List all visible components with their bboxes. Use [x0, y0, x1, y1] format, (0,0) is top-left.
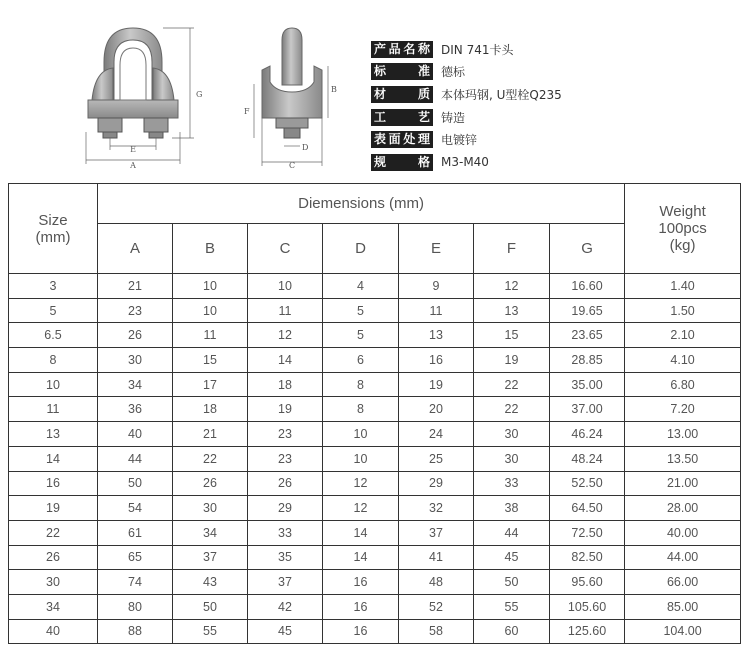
spec-label: 工 艺: [371, 109, 433, 126]
dimension-cell: 22: [474, 397, 550, 422]
dimension-cell: 12: [323, 496, 399, 521]
dimension-cell: 23.65: [550, 323, 625, 348]
weight-cell: 6.80: [625, 372, 741, 397]
dimension-cell: 22: [173, 446, 248, 471]
spec-value: 铸造: [441, 110, 466, 125]
dimension-cell: 19: [474, 348, 550, 373]
dimension-cell: 34: [173, 520, 248, 545]
dimensions-header: Diemensions (mm): [98, 184, 625, 224]
dimension-cell: 5: [323, 323, 399, 348]
table-row: [9, 397, 741, 422]
table-row: [9, 545, 741, 570]
weight-cell: 40.00: [625, 520, 741, 545]
dimension-cell: 15: [474, 323, 550, 348]
dimension-cell: 50: [98, 471, 173, 496]
table-row: [9, 594, 741, 619]
weight-cell: 44.00: [625, 545, 741, 570]
dimension-cell: 23: [248, 446, 323, 471]
size-cell: 19: [9, 496, 98, 521]
weight-header: Weight 100pcs (kg): [625, 184, 741, 274]
size-cell: 26: [9, 545, 98, 570]
dimension-cell: 44: [98, 446, 173, 471]
dimension-cell: 19.65: [550, 298, 625, 323]
dimension-cell: 18: [173, 397, 248, 422]
dimension-cell: 10: [323, 446, 399, 471]
spec-label: 表面处理: [371, 131, 433, 148]
spec-list: [371, 38, 671, 174]
side-view: [244, 28, 337, 170]
dimension-cell: 46.24: [550, 422, 625, 447]
size-cell: 13: [9, 422, 98, 447]
column-header-e: E: [399, 224, 474, 274]
weight-cell: 13.50: [625, 446, 741, 471]
dim-label-b: B: [331, 85, 337, 94]
column-header-c: C: [248, 224, 323, 274]
weight-cell: 66.00: [625, 570, 741, 595]
size-cell: 3: [9, 274, 98, 299]
dimension-cell: 21: [98, 274, 173, 299]
dimension-cell: 37: [173, 545, 248, 570]
dimension-cell: 9: [399, 274, 474, 299]
weight-cell: 21.00: [625, 471, 741, 496]
weight-cell: 7.20: [625, 397, 741, 422]
dimension-cell: 12: [323, 471, 399, 496]
dimension-cell: 33: [474, 471, 550, 496]
dim-label-f: F: [244, 107, 250, 116]
dimension-cell: 19: [248, 397, 323, 422]
dimension-cell: 45: [248, 619, 323, 644]
dimension-cell: 29: [399, 471, 474, 496]
dimension-cell: 16: [323, 570, 399, 595]
dimension-cell: 80: [98, 594, 173, 619]
dimension-cell: 45: [474, 545, 550, 570]
dimension-cell: 36: [98, 397, 173, 422]
column-header-f: F: [474, 224, 550, 274]
dimension-cell: 28.85: [550, 348, 625, 373]
spec-row-product-name: [371, 38, 671, 61]
dimension-cell: 6: [323, 348, 399, 373]
spec-value: M3-M40: [441, 155, 489, 170]
dimension-cell: 13: [474, 298, 550, 323]
dim-label-a: A: [130, 161, 136, 170]
dimension-table: [8, 183, 741, 644]
header-row-1: [9, 184, 741, 224]
dimension-cell: 58: [399, 619, 474, 644]
dimension-cell: 16: [323, 619, 399, 644]
table-row: [9, 348, 741, 373]
spec-row-standard: [371, 61, 671, 84]
size-cell: 14: [9, 446, 98, 471]
spec-label: 标 准: [371, 63, 433, 80]
dimension-cell: 12: [474, 274, 550, 299]
dim-label-g: G: [196, 90, 203, 99]
column-header-b: B: [173, 224, 248, 274]
size-cell: 5: [9, 298, 98, 323]
size-cell: 30: [9, 570, 98, 595]
spec-value: DIN 741卡头: [441, 42, 514, 57]
dimension-cell: 30: [173, 496, 248, 521]
dimension-cell: 23: [248, 422, 323, 447]
dimension-cell: 19: [399, 372, 474, 397]
weight-cell: 13.00: [625, 422, 741, 447]
dimension-cell: 14: [323, 545, 399, 570]
size-cell: 40: [9, 619, 98, 644]
table-row: [9, 372, 741, 397]
dimension-cell: 11: [399, 298, 474, 323]
size-cell: 8: [9, 348, 98, 373]
spec-value: 本体玛钢, U型栓Q235: [441, 87, 562, 102]
spec-row-specification: [371, 151, 671, 174]
dimension-cell: 35.00: [550, 372, 625, 397]
spec-label: 产品名称: [371, 41, 433, 58]
dimension-cell: 26: [173, 471, 248, 496]
dimension-cell: 32: [399, 496, 474, 521]
dimension-cell: 38: [474, 496, 550, 521]
dimension-cell: 55: [474, 594, 550, 619]
dimension-cell: 11: [248, 298, 323, 323]
dimension-cell: 50: [173, 594, 248, 619]
weight-cell: 1.50: [625, 298, 741, 323]
size-cell: 34: [9, 594, 98, 619]
dimension-cell: 50: [474, 570, 550, 595]
table-row: [9, 471, 741, 496]
dimension-cell: 30: [98, 348, 173, 373]
dimension-cell: 18: [248, 372, 323, 397]
size-cell: 22: [9, 520, 98, 545]
dimension-cell: 12: [248, 323, 323, 348]
size-cell: 10: [9, 372, 98, 397]
dimension-cell: 4: [323, 274, 399, 299]
dimension-cell: 15: [173, 348, 248, 373]
dimension-cell: 35: [248, 545, 323, 570]
size-header: Size (mm): [9, 184, 98, 274]
size-cell: 6.5: [9, 323, 98, 348]
dimension-cell: 16.60: [550, 274, 625, 299]
size-cell: 11: [9, 397, 98, 422]
weight-cell: 1.40: [625, 274, 741, 299]
dimension-cell: 10: [323, 422, 399, 447]
spec-value: 电镀锌: [441, 133, 478, 148]
dimension-cell: 64.50: [550, 496, 625, 521]
dimension-cell: 48.24: [550, 446, 625, 471]
dimension-cell: 34: [98, 372, 173, 397]
dim-label-c: C: [288, 161, 296, 170]
size-cell: 16: [9, 471, 98, 496]
dimension-cell: 25: [399, 446, 474, 471]
dimension-cell: 14: [248, 348, 323, 373]
table-row: [9, 446, 741, 471]
dimension-cell: 22: [474, 372, 550, 397]
table-row: [9, 274, 741, 299]
dimension-cell: 60: [474, 619, 550, 644]
dimension-cell: 82.50: [550, 545, 625, 570]
dimension-cell: 23: [98, 298, 173, 323]
dimension-cell: 52: [399, 594, 474, 619]
dimension-cell: 16: [323, 594, 399, 619]
weight-cell: 28.00: [625, 496, 741, 521]
table-row: [9, 422, 741, 447]
dimension-cell: 42: [248, 594, 323, 619]
front-view: [86, 28, 202, 170]
dimension-cell: 33: [248, 520, 323, 545]
dimension-cell: 72.50: [550, 520, 625, 545]
column-header-d: D: [323, 224, 399, 274]
technical-drawings: [0, 0, 370, 175]
dimension-cell: 14: [323, 520, 399, 545]
dimension-cell: 29: [248, 496, 323, 521]
dimension-cell: 10: [248, 274, 323, 299]
dimension-cell: 37: [248, 570, 323, 595]
weight-cell: 2.10: [625, 323, 741, 348]
dimension-cell: 13: [399, 323, 474, 348]
dimension-cell: 30: [474, 422, 550, 447]
spec-row-surface-treatment: [371, 128, 671, 151]
dimension-cell: 41: [399, 545, 474, 570]
dimension-cell: 52.50: [550, 471, 625, 496]
dimension-cell: 37.00: [550, 397, 625, 422]
dimension-cell: 95.60: [550, 570, 625, 595]
dimension-cell: 8: [323, 372, 399, 397]
dimension-cell: 55: [173, 619, 248, 644]
dimension-cell: 16: [399, 348, 474, 373]
dimension-cell: 11: [173, 323, 248, 348]
dimension-cell: 74: [98, 570, 173, 595]
dimension-cell: 61: [98, 520, 173, 545]
table-row: [9, 298, 741, 323]
dimension-cell: 20: [399, 397, 474, 422]
dimension-cell: 17: [173, 372, 248, 397]
spec-row-material: [371, 83, 671, 106]
weight-cell: 4.10: [625, 348, 741, 373]
dim-label-d: D: [302, 143, 309, 152]
dimension-cell: 48: [399, 570, 474, 595]
dimension-cell: 26: [98, 323, 173, 348]
wire-rope-clip-drawing: [0, 0, 370, 175]
table-row: [9, 570, 741, 595]
dimension-cell: 30: [474, 446, 550, 471]
spec-label: 规 格: [371, 154, 433, 171]
weight-cell: 104.00: [625, 619, 741, 644]
spec-value: 德标: [441, 65, 466, 80]
dimension-cell: 21: [173, 422, 248, 447]
dimension-cell: 125.60: [550, 619, 625, 644]
dimension-cell: 8: [323, 397, 399, 422]
dimension-cell: 26: [248, 471, 323, 496]
table-row: [9, 496, 741, 521]
dimension-cell: 44: [474, 520, 550, 545]
dimension-cell: 37: [399, 520, 474, 545]
dimension-cell: 24: [399, 422, 474, 447]
spec-label: 材 质: [371, 86, 433, 103]
dimension-cell: 54: [98, 496, 173, 521]
dim-label-e: E: [130, 145, 136, 154]
column-header-a: A: [98, 224, 173, 274]
table-row: [9, 520, 741, 545]
dimension-cell: 10: [173, 274, 248, 299]
spec-row-process: [371, 106, 671, 129]
dimension-cell: 5: [323, 298, 399, 323]
table-body: [9, 274, 741, 644]
table-row: [9, 619, 741, 644]
dimension-cell: 10: [173, 298, 248, 323]
column-header-g: G: [550, 224, 625, 274]
dimension-cell: 105.60: [550, 594, 625, 619]
dimension-cell: 88: [98, 619, 173, 644]
table-row: [9, 323, 741, 348]
dimension-cell: 65: [98, 545, 173, 570]
weight-cell: 85.00: [625, 594, 741, 619]
dimension-cell: 40: [98, 422, 173, 447]
dimension-cell: 43: [173, 570, 248, 595]
